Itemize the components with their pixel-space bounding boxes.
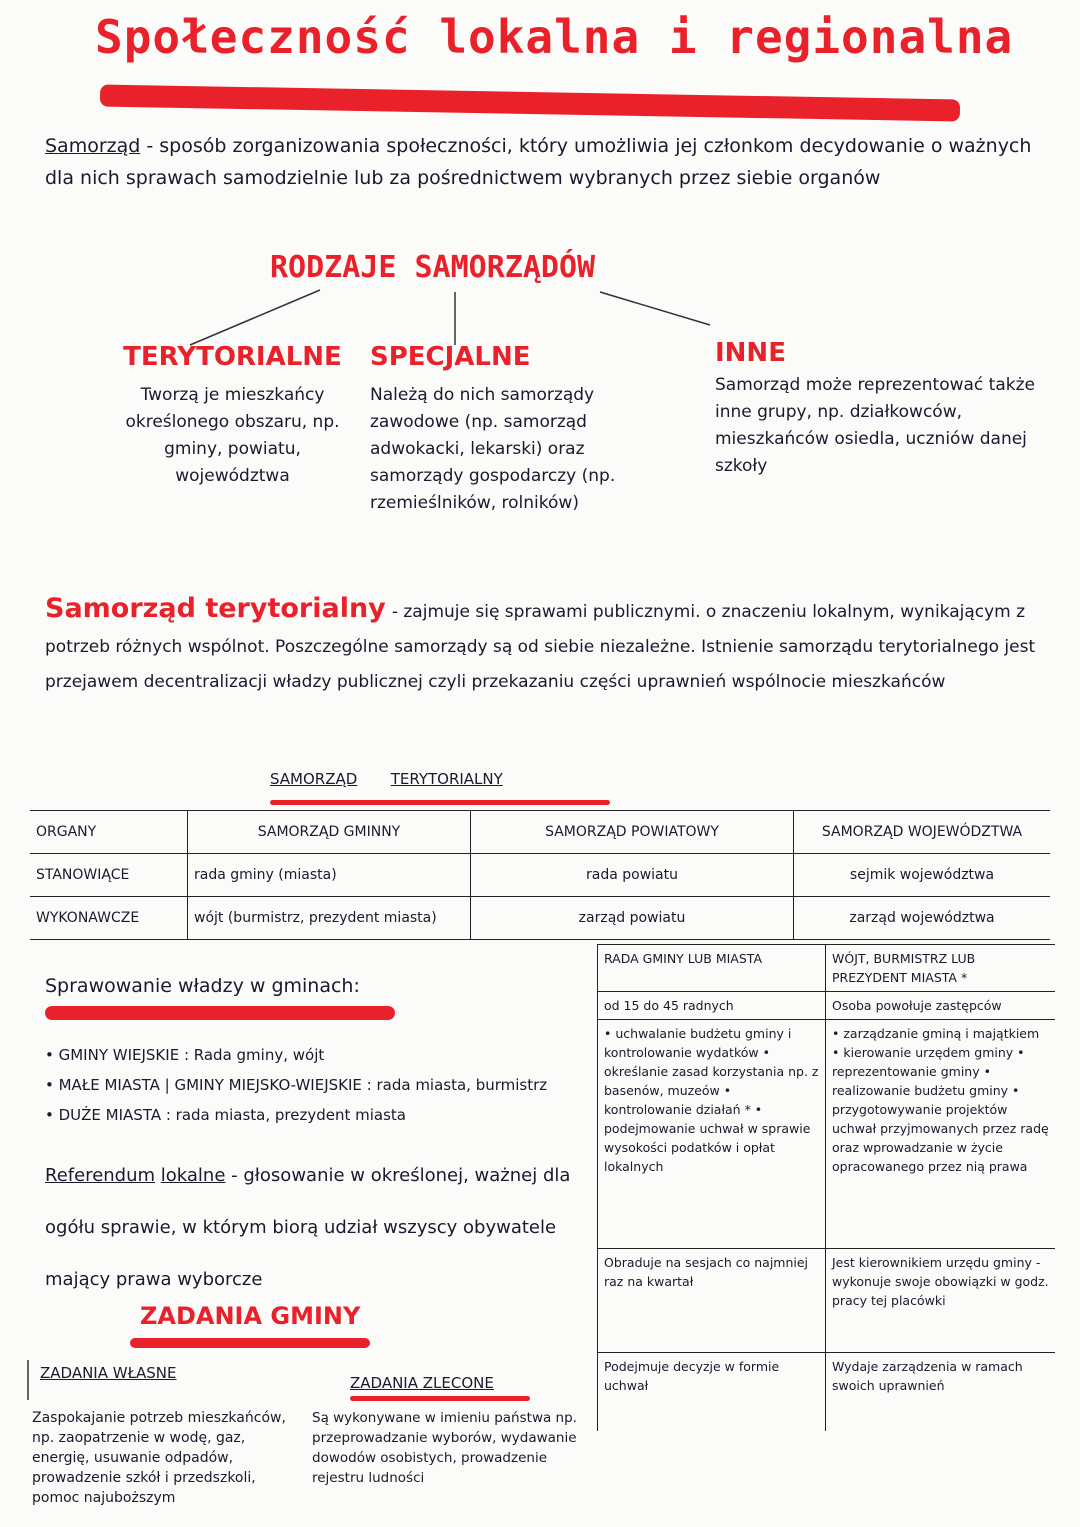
table-header: SAMORZĄD POWIATOWY: [471, 811, 794, 854]
table-cell: zarząd województwa: [794, 897, 1051, 940]
referendum: [45, 1150, 585, 1306]
territorial-definition: [45, 592, 1045, 699]
table-cell: wójt (burmistrz, prezydent miasta): [188, 897, 471, 940]
referendum-term-b: lokalne: [160, 1165, 226, 1186]
tasks-own-text: Zaspokajanie potrzeb mieszkańców, np. zaopatrzenie w wodę, gaz, energię, usuwanie odpadów, prowadzenie szkół i przedszkoli, pomoc najuboższym: [32, 1410, 286, 1506]
table-cell: • uchwalanie budżetu gminy i kontrolowanie wydatków • określanie zasad korzystania np. z basenów, muzeów • kontrolowanie działań * • podejmowanie uchwał w sprawie wysokości podatków i opłat lokalnych: [598, 1020, 826, 1249]
power-list: [45, 1040, 595, 1130]
tasks-delegated-text: Są wykonywane w imieniu państwa np. przeprowadzanie wyborów, wydawanie dowodów osobistych, prowadzenie rejestru ludności: [312, 1410, 577, 1486]
types-connector-lines: [0, 0, 1080, 380]
referendum-text: - głosowanie w określonej, ważnej dla ogółu sprawie, w którym biorą udział wszyscy obywatele mający prawa wyborcze: [45, 1165, 571, 1290]
power-heading: Sprawowanie władzy w gminach:: [45, 975, 360, 997]
table-row: [598, 1249, 1056, 1353]
territorial-term: Samorząd terytorialny: [45, 593, 386, 624]
table-row: [30, 811, 1050, 854]
table-cell: WYKONAWCZE: [30, 897, 188, 940]
tasks-delegated-title: ZADANIA ZLECONE: [350, 1374, 494, 1392]
type-other-title: INNE: [715, 338, 786, 368]
table-row: [598, 1020, 1056, 1249]
type-special-title: SPECJALNE: [370, 342, 531, 372]
tasks-divider: [0, 0, 60, 1527]
list-item: • MAŁE MIASTA | GMINY MIEJSKO-WIEJSKIE : rada miasta, burmistrz: [45, 1076, 548, 1094]
table-cell: Obraduje na sesjach co najmniej raz na kwartał: [598, 1249, 826, 1353]
table-cell: Osoba powołuje zastępców: [826, 992, 1056, 1020]
table-row: [30, 854, 1050, 897]
table-cell: sejmik województwa: [794, 854, 1051, 897]
table1-caption: [270, 768, 503, 790]
referendum-term-a: Referendum: [45, 1165, 156, 1186]
power-heading-highlight: [45, 1006, 395, 1020]
table-row: [598, 945, 1056, 992]
list-item: • DUŻE MIASTA : rada miasta, prezydent miasta: [45, 1106, 407, 1124]
table-cell: STANOWIĄCE: [30, 854, 188, 897]
table-cell: Jest kierownikiem urzędu gminy - wykonuje swoje obowiązki w godz. pracy tej placówki: [826, 1249, 1056, 1353]
table-cell: rada powiatu: [471, 854, 794, 897]
list-item: • GMINY WIEJSKIE : Rada gminy, wójt: [45, 1046, 325, 1064]
tasks-delegated-line: [350, 1396, 530, 1401]
type-territorial-text: Tworzą je mieszkańcy określonego obszaru, np. gminy, powiatu, województwa: [125, 385, 340, 486]
type-territorial: [115, 342, 350, 490]
table-cell: rada gminy (miasta): [188, 854, 471, 897]
table-row: [598, 1353, 1056, 1432]
table-row: [30, 897, 1050, 940]
table1-caption-line: [270, 800, 610, 805]
table-cell: Wydaje zarządzenia w ramach swoich uprawnień: [826, 1353, 1056, 1432]
table-header: ORGANY: [30, 811, 188, 854]
definition-term: Samorząd: [45, 135, 141, 157]
table-header: SAMORZĄD WOJEWÓDZTWA: [794, 811, 1051, 854]
table-cell: Podejmuje decyzje w formie uchwał: [598, 1353, 826, 1432]
table1-caption-b: TERYTORIALNY: [390, 770, 503, 788]
organs-table: [30, 810, 1050, 940]
table-row: [598, 992, 1056, 1020]
page-title: Społeczność lokalna i regionalna: [95, 10, 1014, 64]
tasks-own-title: ZADANIA WŁASNE: [40, 1364, 177, 1382]
tasks-heading-highlight: [130, 1338, 370, 1348]
territorial-text: - zajmuje się sprawami publicznymi. o znaczeniu lokalnym, wynikającym z potrzeb różnych wspólnot. Poszczególne samorządy są od siebie niezależne. Istnienie samorządu terytorialnego jest przejawem decentralizacji władzy publicznej czyli przekazaniu części uprawnień wspólnocie mieszkańców: [45, 602, 1036, 692]
council-mayor-table: [597, 944, 1055, 1431]
type-special-text: Należą do nich samorządy zawodowe (np. samorząd adwokacki, lekarski) oraz samorządy gospodarczy (np. rzemieślników, rolników): [370, 385, 616, 513]
table-header: SAMORZĄD GMINNY: [188, 811, 471, 854]
type-special: [370, 342, 670, 517]
type-territorial-title: TERYTORIALNE: [123, 342, 342, 372]
definition-text: - sposób zorganizowania społeczności, który umożliwia jej członkom decydowanie o ważnych dla nich sprawach samodzielnie lub za pośrednictwem wybranych przez siebie organów: [45, 135, 1032, 189]
table-cell: zarząd powiatu: [471, 897, 794, 940]
tasks-heading: ZADANIA GMINY: [140, 1302, 361, 1330]
table1-caption-a: SAMORZĄD: [270, 770, 358, 788]
table-header: WÓJT, BURMISTRZ LUB PREZYDENT MIASTA *: [826, 945, 1056, 992]
type-other-text: Samorząd może reprezentować także inne grupy, np. działkowców, mieszkańców osiedla, uczniów danej szkoły: [715, 375, 1035, 476]
table-cell: od 15 do 45 radnych: [598, 992, 826, 1020]
table-header: RADA GMINY LUB MIASTA: [598, 945, 826, 992]
types-heading: RODZAJE SAMORZĄDÓW: [270, 250, 596, 285]
table-cell: • zarządzanie gminą i majątkiem • kierowanie urzędem gminy • reprezentowanie gminy • realizowanie budżetu gminy • przygotowywanie projektów uchwał przyjmowanych przez radę oraz wprowadzanie w życie opracowanego przez nią prawa: [826, 1020, 1056, 1249]
type-other: [715, 338, 1045, 480]
